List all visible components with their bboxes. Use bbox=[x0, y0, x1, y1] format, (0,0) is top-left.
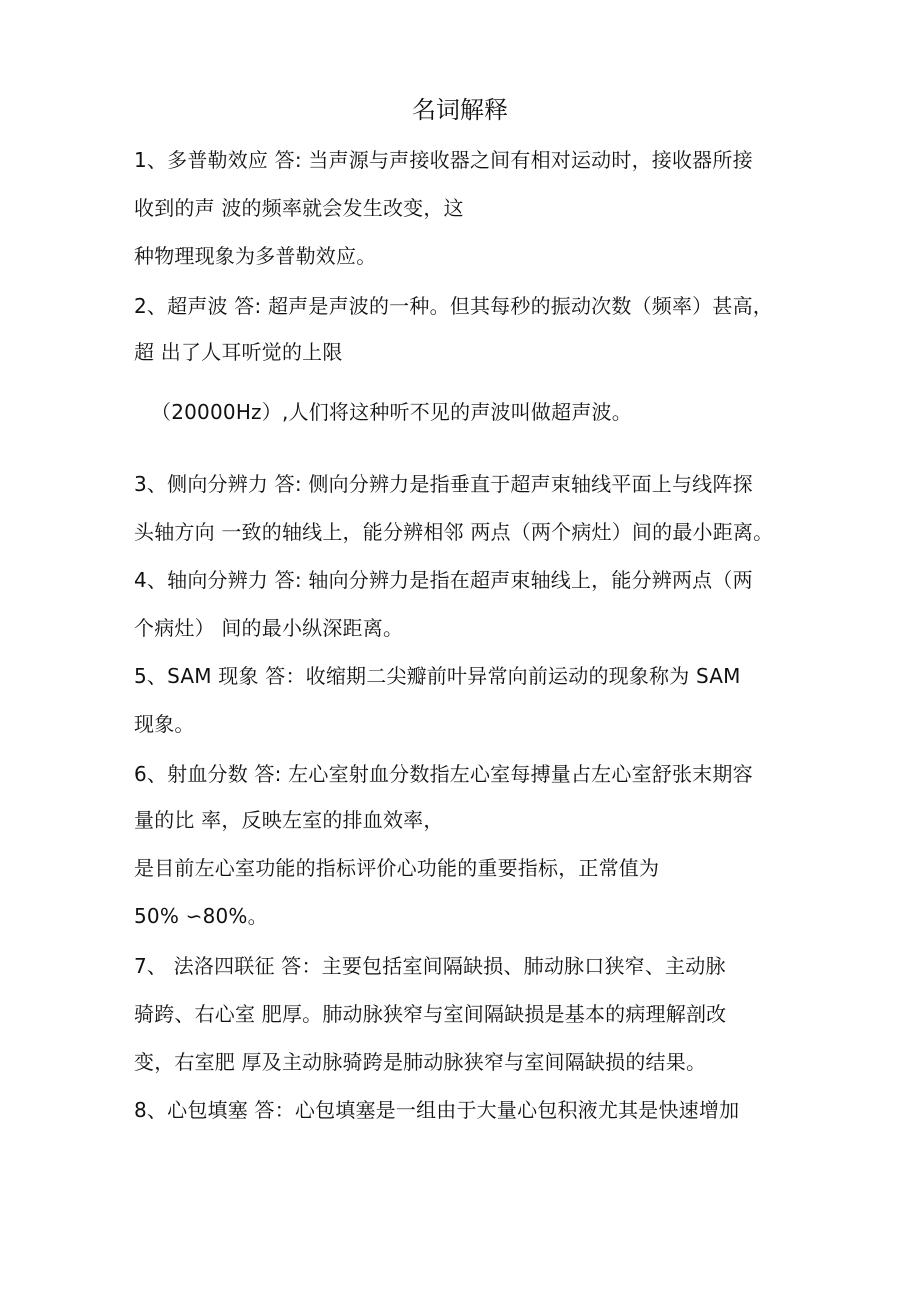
text-line: 50% ∽80%。 bbox=[134, 904, 268, 928]
text-line: 8、心包填塞 答：心包填塞是一组由于大量心包积液尤其是快速增加 bbox=[134, 1098, 740, 1122]
text-line: 超 出了人耳听觉的上限 bbox=[134, 340, 343, 364]
text-line: 6、射血分数 答: 左心室射血分数指左心室每搏量占左心室舒张末期容 bbox=[134, 762, 753, 786]
text-line: 量的比 率，反映左室的排血效率， bbox=[134, 808, 444, 832]
text-line: 2、超声波 答: 超声是声波的一种。但其每秒的振动次数（频率）甚高， bbox=[134, 294, 773, 318]
text-line: （20000Hz）,人们将这种听不见的声波叫做超声波。 bbox=[151, 400, 632, 424]
text-line: 4、轴向分辨力 答: 轴向分辨力是指在超声束轴线上，能分辨两点（两 bbox=[134, 568, 753, 592]
text-line: 3、侧向分辨力 答: 侧向分辨力是指垂直于超声束轴线平面上与线阵探 bbox=[134, 472, 753, 496]
text-line: 收到的声 波的频率就会发生改变，这 bbox=[134, 196, 464, 220]
text-line: 个病灶） 间的最小纵深距离。 bbox=[134, 616, 404, 640]
text-line: 骑跨、右心室 肥厚。肺动脉狭窄与室间隔缺损是基本的病理解剖改 bbox=[134, 1002, 727, 1026]
text-line: 是目前左心室功能的指标评价心功能的重要指标，正常值为 bbox=[134, 856, 660, 880]
text-line: 种物理现象为多普勒效应。 bbox=[134, 244, 377, 268]
text-line: 头轴方向 一致的轴线上，能分辨相邻 两点（两个病灶）间的最小距离。 bbox=[134, 520, 774, 544]
text-line: 1、多普勒效应 答: 当声源与声接收器之间有相对运动时，接收器所接 bbox=[134, 148, 753, 172]
page-title: 名词解释 bbox=[412, 96, 508, 124]
text-line: 变，右室肥 厚及主动脉骑跨是肺动脉狭窄与室间隔缺损的结果。 bbox=[134, 1050, 707, 1074]
text-line: 现象。 bbox=[134, 712, 195, 736]
text-line: 7、 法洛四联征 答：主要包括室间隔缺损、肺动脉口狭窄、主动脉 bbox=[134, 954, 726, 978]
text-line: 5、SAM 现象 答：收缩期二尖瓣前叶异常向前运动的现象称为 SAM bbox=[134, 664, 741, 688]
